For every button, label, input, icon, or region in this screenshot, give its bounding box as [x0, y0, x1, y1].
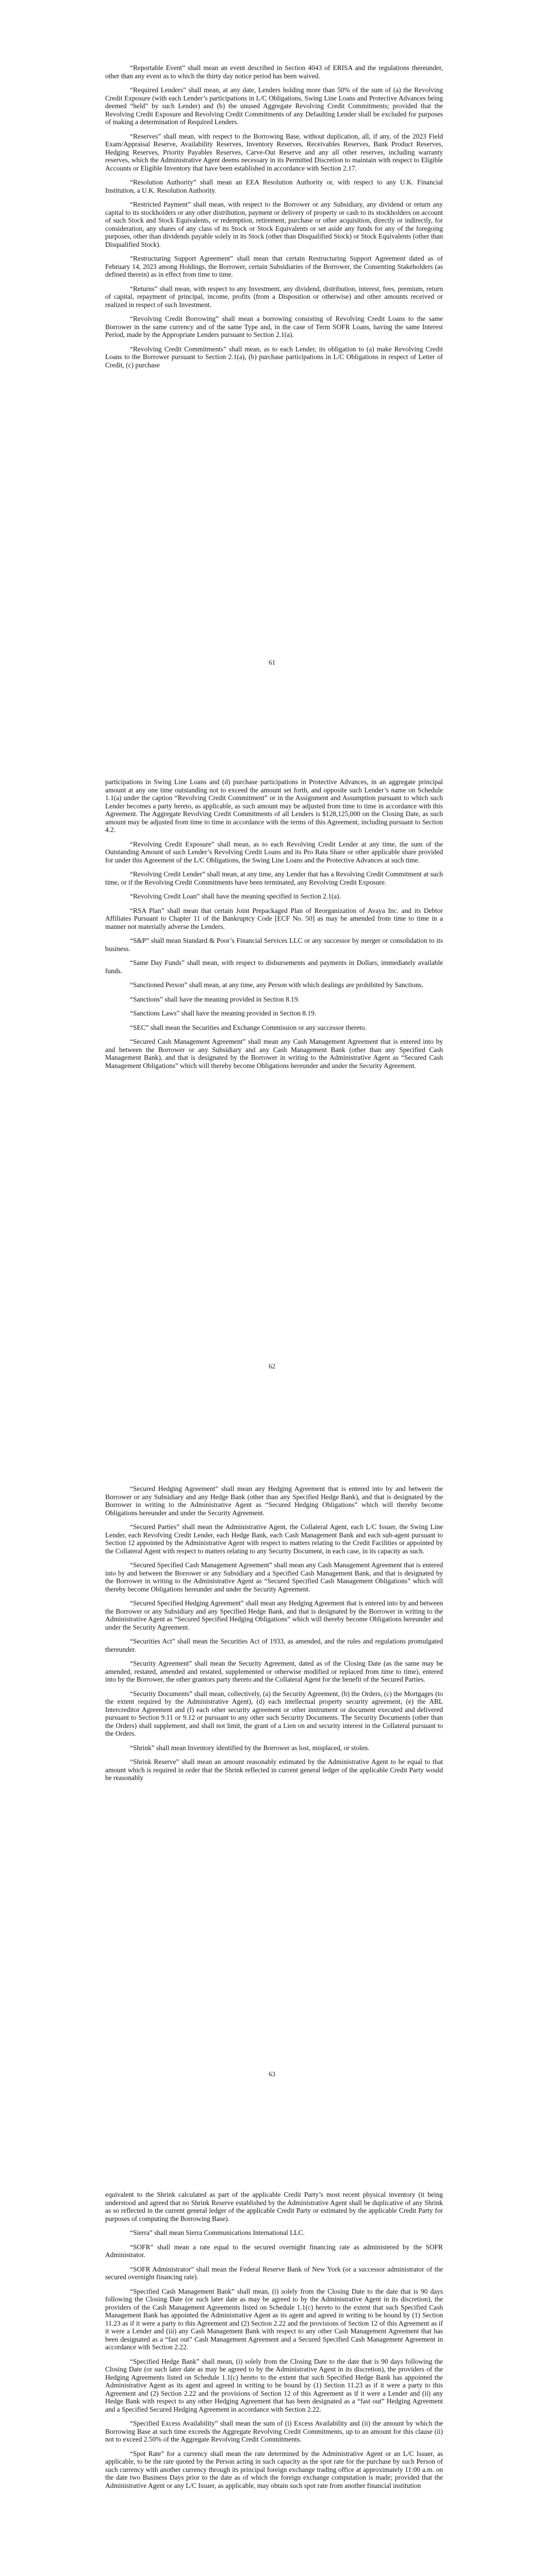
definition-restricted-payment: “Restricted Payment” shall mean, with respect to the Borrower or any Subsidiary, any dividend or return any capital to its stockholders or any other distribution, payment or delivery of property or cash to its stockholders on account of such Stock and Stock Equivalents, or redemption, retirement, purchase or other acquisition, directly or indirectly, for consideration, any shares of any class of its Stock or Stock Equivalents or set aside any funds for any of the foregoing purposes, other than dividends payable solely in its Stock (other than Disqualified Stock) or Stock Equivalents (other than Disqualified Stock).: [105, 200, 443, 248]
definition-shrink-reserve: “Shrink Reserve” shall mean an amount reasonably estimated by the Administrative Agent to be equal to that amount which is required in order that the Shrink reflected in current general ledger of the applicable Credit Party would be reasonably: [105, 1758, 443, 1782]
definition-reportable-event: “Reportable Event” shall mean an event described in Section 4043 of ERISA and the regulations thereunder, other than any event as to which the thirty day notice period has been waived.: [105, 64, 443, 80]
definition-sp: “S&P” shall mean Standard & Poor’s Financial Services LLC or any successor by merger or consolidation to its business.: [105, 937, 443, 953]
definition-revolving-credit-borrowing: “Revolving Credit Borrowing” shall mean a borrowing consisting of Revolving Credit Loans to the same Borrower in the same currency and of the same Type and, in the case of Term SOFR Loans, having the same Interest Period, made by the Appropriate Lenders pursuant to Section 2.1(a).: [105, 315, 443, 338]
definition-specified-excess-availability: “Specified Excess Availability” shall mean the sum of (i) Excess Availability and (ii) the amount by which the Borrowing Base at such time exceeds the Aggregate Revolving Credit Commitments, up to an amount for this clause (ii) not to exceed 2.50% of the Aggregate Revolving Credit Commitments.: [105, 2419, 443, 2443]
definition-security-documents: “Security Documents” shall mean, collectively, (a) the Security Agreement, (b) the Orders, (c) the Mortgages (to the extent required by the Administrative Agent), (d) each intellectual property security agreement, (e) the ABL Intercreditor Agreement and (f) each other security agreement or other instrument or document executed and delivered pursuant to Section 9.11 or 9.12 or pursuant to any other such Security Documents. The Security Documents (other than the Orders) shall supplement, and shall not limit, the grant of a Lien on and security interest in the Collateral pursuant to the Orders.: [105, 1689, 443, 1737]
definition-security-agreement: “Security Agreement” shall mean the Security Agreement, dated as of the Closing Date (as the same may be amended, restated, amended and restated, supplemented or otherwise modified or replaced from time to time), entered into by the Borrower, the other grantors party thereto and the Collateral Agent for the benefit of the Secured Parties.: [105, 1659, 443, 1683]
definition-shrink: “Shrink” shall mean Inventory identified by the Borrower as lost, misplaced, or stolen.: [130, 1743, 370, 1752]
definition-same-day-funds: “Same Day Funds” shall mean, with respect to disbursements and payments in Dollars, immediately available funds.: [105, 959, 443, 975]
definition-required-lenders: “Required Lenders” shall mean, at any date, Lenders holding more than 50% of the sum of (a) the Revolving Credit Exposure (with each Lender’s participations in L/C Obligations, Swing Line Loans and Protective Advances being deemed “held” by such Lender) and (b) the unused Aggregate Revolving Credit Commitments; provided that the Revolving Credit Exposure and Revolving Credit Commitments of any Defaulting Lender shall be excluded for purposes of making a determination of Required Lenders.: [105, 86, 443, 126]
definition-revolving-credit-commitments: “Revolving Credit Commitments” shall mean, as to each Lender, its obligation to (a) make Revolving Credit Loans to the Borrower pursuant to Section 2.1(a), (b) purchase participations in L/C Obligations in respect of Letter of Credit, (c) purchase: [105, 345, 443, 369]
definition-resolution-authority: “Resolution Authority” shall mean an EEA Resolution Authority or, with respect to any U.K. Financial Institution, a U.K. Resolution Authority.: [105, 178, 443, 194]
definition-sierra: “Sierra” shall mean Sierra Communications International LLC.: [130, 2229, 305, 2236]
page-number: 63: [269, 2070, 275, 2078]
paragraph-continuation: participations in Swing Line Loans and (d) purchase participations in Protective Advances, in an aggregate principal amount at any one time outstanding not to exceed the amount set forth, and opposite such Lender’s name on Schedule 1.1(a) under the caption “Revolving Credit Commitment” or in the Assignment and Assumption pursuant to which such Lender becomes a party hereto, as applicable, as such amount may be adjusted from time to time in accordance with this Agreement. The Aggregate Revolving Credit Commitments of all Lenders is $128,125,000 on the Closing Date, as such amount may be adjusted from time to time in accordance with the terms of this Agreement, including pursuant to Section 4.2.: [105, 778, 443, 834]
definition-sanctioned-person: “Sanctioned Person” shall mean, at any time, any Person with which dealings are prohibited by Sanctions.: [130, 981, 423, 989]
definition-restructuring-support-agreement: “Restructuring Support Agreement” shall mean that certain Restructuring Support Agreement dated as of February 14, 2023 among Holdings, the Borrower, certain Subsidiaries of the Borrower, the Consenting Stakeholders (as defined therein) as in effect from time to time.: [105, 255, 443, 278]
page-number: 62: [269, 1362, 275, 1370]
definition-sanctions-laws: “Sanctions Laws” shall have the meaning provided in Section 8.19.: [130, 1009, 317, 1017]
page-62-body: [0, 778, 544, 1076]
page-number: 61: [269, 658, 275, 666]
paragraph-continuation: equivalent to the Shrink calculated as part of the applicable Credit Party’s most recent physical inventory (it being understood and agreed that no Shrink Reserve established by the Administrative Agent shall be duplicative of any Shrink as so reflected in the current general ledger of the applicable Credit Party or estimated by the applicable Credit Party for purposes of computing the Borrowing Base).: [105, 2191, 443, 2223]
definition-securities-act: “Securities Act” shall mean the Securities Act of 1933, as amended, and the rules and regulations promulgated thereunder.: [105, 1637, 443, 1653]
definition-secured-specified-cash-management-agreement: “Secured Specified Cash Management Agreement” shall mean any Cash Management Agreement that is entered into by and between the Borrower or any Subsidiary and a Specified Cash Management Bank, and that is designated by the Borrower in writing to the Administrative Agent as “Secured Specified Cash Management Obligations” which will thereby become Obligations hereunder and under the Security Agreement.: [105, 1561, 443, 1593]
page-63-body: [0, 1485, 544, 1788]
definition-specified-hedge-bank: “Specified Hedge Bank” shall mean, (i) solely from the Closing Date to the date that is 90 days following the Closing Date (or such later date as may be agreed to by the Administrative Agent in its discretion), the providers of the Hedging Agreements listed on Schedule 1.1(c) hereto to the extent that such Specified Hedge Bank has appointed the Administrative Agent as its agent and agreed in writing to be bound by (1) Section 11.23 as if it were a party to this Agreement and (2) Section 2.22 and the provisions of Section 12 of this Agreement as if it were a Lender and (ii) any Hedge Bank with respect to any other Hedging Agreement that has been designated as a “fast out” Hedging Agreement and a Specified Secured Hedging Agreement in accordance with Section 2.22.: [105, 2357, 443, 2413]
definition-rsa-plan: “RSA Plan” shall mean that certain Joint Prepackaged Plan of Reorganization of Avaya Inc. and its Debtor Affiliates Pursuant to Chapter 11 of the Bankruptcy Code [ECF No. 50] as may be amended from time to time in a manner not materially adverse the Lenders.: [105, 906, 443, 930]
definition-secured-cash-management-agreement: “Secured Cash Management Agreement” shall mean any Cash Management Agreement that is entered into by and between the Borrower or any Subsidiary and any Cash Management Bank (other than any Specified Cash Management Bank), and that is designated by the Borrower in writing to the Administrative Agent as “Secured Cash Management Obligations” which will thereby become Obligations hereunder and under the Security Agreement.: [105, 1038, 443, 1070]
definition-secured-parties: “Secured Parties” shall mean the Administrative Agent, the Collateral Agent, each L/C Issuer, the Swing Line Lender, each Revolving Credit Lender, each Hedge Bank, each Cash Management Bank and each sub-agent pursuant to Section 12 appointed by the Administrative Agent with respect to matters relating to the Credit Facilities or appointed by the Collateral Agent with respect to matters relating to any Security Document, in each case, in its capacity as such.: [105, 1523, 443, 1555]
definition-sanctions: “Sanctions” shall have the meaning provided in Section 8.19.: [130, 995, 300, 1003]
definition-sec: “SEC” shall mean the Securities and Exchange Commission or any successor thereto.: [130, 1023, 367, 1031]
page-61-body: [0, 64, 544, 375]
definition-spot-rate: “Spot Rate” for a currency shall mean the rate determined by the Administrative Agent or an L/C Issuer, as applicable, to be the rate quoted by the Person acting in such capacity as the spot rate for the purchase by such Person of such currency with another currency through its principal foreign exchange trading office at approximately 11:00 a.m. on the date two Business Days prior to the date as of which the foreign exchange computation is made; provided that the Administrative Agent or any L/C Issuer, as applicable, may obtain such spot rate from another financial institution: [105, 2449, 443, 2489]
definition-sofr: “SOFR” shall mean a rate equal to the secured overnight financing rate as administered by the SOFR Administrator.: [105, 2243, 443, 2259]
definition-reserves: “Reserves” shall mean, with respect to the Borrowing Base, without duplication, all, if any, of the 2023 Field Exam/Appraisal Reserve, Availability Reserves, Inventory Reserves, Receivables Reserves, Bank Product Reserves, Hedging Reserves, Priority Payables Reserves, Carve-Out Reserve and any all other reserves, including warranty reserves, which the Administrative Agent deems necessary in its Permitted Discretion to maintain with respect to Eligible Accounts or Eligible Inventory that have been established in accordance with Section 2.17.: [105, 132, 443, 172]
page-64-body: [0, 2191, 544, 2496]
definition-secured-specified-hedging-agreement: “Secured Specified Hedging Agreement” shall mean any Hedging Agreement that is entered into by and between the Borrower or any Subsidiary and any Specified Hedge Bank, and that is designated by the Borrower in writing to the Administrative Agent as “Secured Specified Hedging Obligations” which will thereby become Obligations hereunder and under the Security Agreement.: [105, 1599, 443, 1631]
definition-revolving-credit-exposure: “Revolving Credit Exposure” shall mean, as to each Revolving Credit Lender at any time, the sum of the Outstanding Amount of such Lender’s Revolving Credit Loans and its Pro Rata Share or other applicable share provided for under this Agreement of the L/C Obligations, the Swing Line Loans and the Protective Advances at such time.: [105, 840, 443, 864]
definition-sofr-administrator: “SOFR Administrator” shall mean the Federal Reserve Bank of New York (or a successor administrator of the secured overnight financing rate).: [105, 2265, 443, 2281]
definition-specified-cash-management-bank: “Specified Cash Management Bank” shall mean, (i) solely from the Closing Date to the date that is 90 days following the Closing Date (or such later date as may be agreed to by the Administrative Agent in its discretion), the providers of the Cash Management Agreements listed on Schedule 1.1(c) hereto to the extent that such Specified Cash Management Bank has appointed the Administrative Agent as its agent and agreed in writing to be bound by (1) Section 11.23 as if it were a party to this Agreement and (2) Section 2.22 and the provisions of Section 12 of this Agreement as if it were a Lender and (iii) any Cash Management Bank with respect to any other Cash Management Agreement that has been designated as a “fast out” Cash Management Agreement and a Secured Specified Cash Management Agreement in accordance with Section 2.22.: [105, 2287, 443, 2351]
definition-revolving-credit-lender: “Revolving Credit Lender” shall mean, at any time, any Lender that has a Revolving Credit Commitment at such time, or if the Revolving Credit Commitments have been terminated, any Revolving Credit Exposure.: [105, 870, 443, 886]
definition-revolving-credit-loan: “Revolving Credit Loan” shall have the meaning specified in Section 2.1(a).: [130, 892, 341, 900]
definition-returns: “Returns” shall mean, with respect to any Investment, any dividend, distribution, interest, fees, premium, return of capital, repayment of principal, income, profits (from a Disposition or otherwise) and other amounts received or realized in respect of such Investment.: [105, 284, 443, 309]
definition-secured-hedging-agreement: “Secured Hedging Agreement” shall mean any Hedging Agreement that is entered into by and between the Borrower or any Subsidiary and any Hedge Bank (other than any Specified Hedge Bank), and that is designated by the Borrower in writing to the Administrative Agent as “Secured Hedging Obligations” which will thereby become Obligations hereunder and under the Security Agreement.: [105, 1485, 443, 1517]
